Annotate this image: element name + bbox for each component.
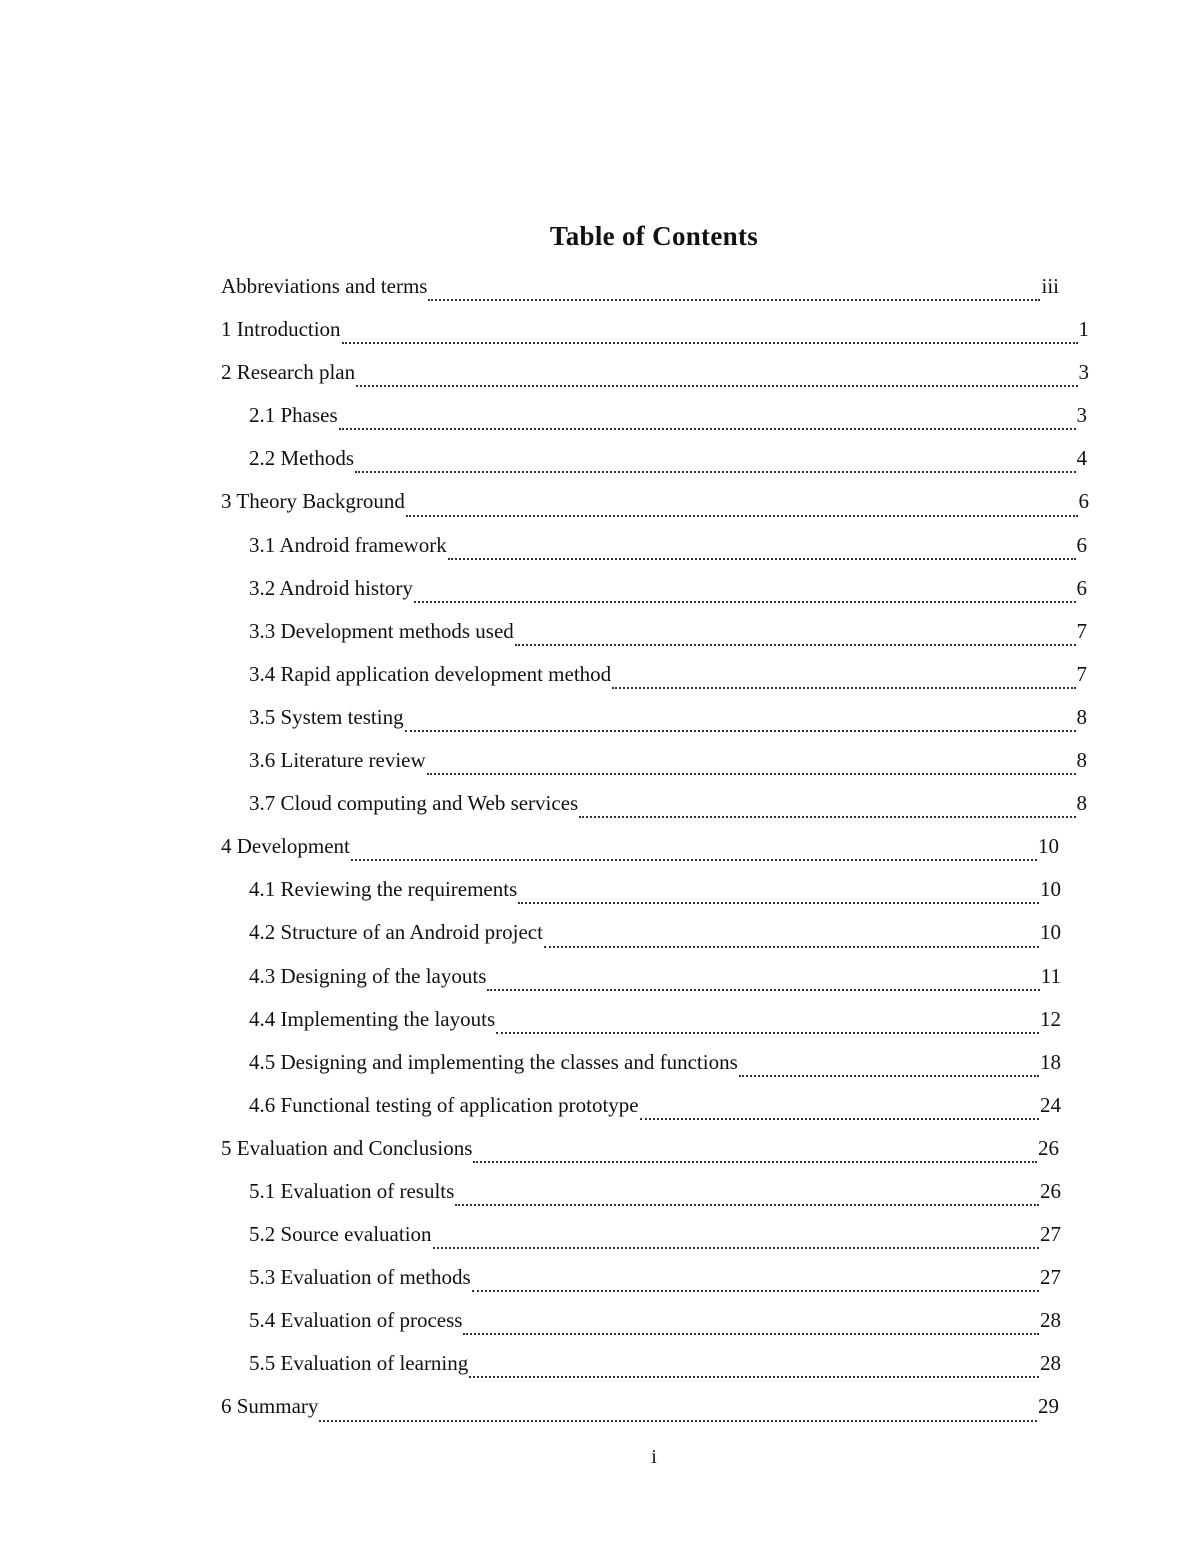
toc-entry-label: 5.4 Evaluation of process: [249, 1308, 463, 1333]
toc-entry-page: 10: [1040, 877, 1061, 902]
toc-entry[interactable]: [221, 828, 1059, 871]
toc-entry-label: 3.7 Cloud computing and Web services: [249, 791, 579, 816]
toc-entry-page: 28: [1040, 1351, 1061, 1376]
toc-entry-label: 4.2 Structure of an Android project: [249, 920, 543, 945]
toc-entry-page: 8: [1076, 748, 1087, 773]
toc-entry-page: 1: [1078, 317, 1089, 342]
dot-leader: [463, 1317, 1039, 1337]
dot-leader: [356, 369, 1077, 389]
toc-entry-label: 5.2 Source evaluation: [249, 1222, 432, 1247]
toc-entry-page: 6: [1076, 532, 1087, 557]
dot-leader: [496, 1016, 1039, 1036]
toc-entry-label: 5 Evaluation and Conclusions: [221, 1135, 473, 1160]
toc-entry[interactable]: [221, 914, 1061, 957]
dot-leader: [427, 757, 1076, 777]
toc-entry-page: 27: [1040, 1222, 1061, 1247]
toc-entry-label: 3.5 System testing: [249, 704, 404, 729]
toc-entry-page: 7: [1076, 618, 1087, 643]
toc-entry-label: 2.2 Methods: [249, 446, 354, 471]
toc-entry[interactable]: [221, 742, 1087, 785]
dot-leader: [414, 585, 1076, 605]
toc-entry[interactable]: [221, 613, 1087, 656]
toc-entry[interactable]: [221, 1044, 1061, 1087]
toc-entry[interactable]: [221, 1302, 1061, 1345]
toc-entry-page: 26: [1040, 1178, 1061, 1203]
toc-entry-page: iii: [1041, 274, 1059, 298]
dot-leader: [406, 499, 1078, 519]
toc-entry[interactable]: [221, 1388, 1059, 1431]
dot-leader: [355, 455, 1076, 475]
toc-entry[interactable]: [221, 1216, 1061, 1259]
toc-entry-page: 18: [1040, 1049, 1061, 1074]
dot-leader: [472, 1274, 1039, 1294]
toc-entry-label: 2.1 Phases: [249, 403, 338, 428]
toc-entry-page: 24: [1040, 1092, 1061, 1117]
toc-entry[interactable]: [221, 440, 1087, 483]
toc-entry-label: 4.5 Designing and implementing the classes and functions: [249, 1049, 738, 1074]
toc-entry-page: 6: [1076, 575, 1087, 600]
toc-entry-label: 3.2 Android history: [249, 575, 413, 600]
toc-entry-page: 11: [1040, 963, 1061, 988]
toc-entry[interactable]: [221, 1259, 1061, 1302]
toc-entry-label: 3.4 Rapid application development method: [249, 661, 612, 686]
toc-entry-page: 6: [1078, 489, 1089, 514]
toc-entry-label: 5.5 Evaluation of learning: [249, 1351, 469, 1376]
dot-leader: [433, 1231, 1039, 1251]
toc-entry-page: 29: [1038, 1394, 1059, 1419]
dot-leader: [405, 714, 1076, 734]
dot-leader: [339, 412, 1076, 432]
toc-entry[interactable]: [221, 268, 1059, 311]
toc-entry-page: 3: [1078, 360, 1089, 385]
toc-entry-label: 4.3 Designing of the layouts: [249, 963, 487, 988]
toc-entry[interactable]: [221, 311, 1089, 354]
dot-leader: [544, 930, 1039, 950]
toc-entry-page: 12: [1040, 1006, 1061, 1031]
toc-entry-label: 1 Introduction: [221, 317, 341, 342]
toc-entry-label: 4.6 Functional testing of application prototype: [249, 1092, 639, 1117]
toc-entry-page: 10: [1040, 920, 1061, 945]
toc-entry[interactable]: [221, 958, 1061, 1001]
toc-entry-label: 4 Development: [221, 834, 350, 859]
dot-leader: [515, 628, 1076, 648]
toc-entry[interactable]: [221, 570, 1087, 613]
dot-leader: [342, 326, 1078, 346]
toc-entry[interactable]: [221, 1087, 1061, 1130]
toc-entry-label: 2 Research plan: [221, 360, 356, 385]
toc-entry-label: 5.1 Evaluation of results: [249, 1178, 455, 1203]
toc-entry[interactable]: [221, 785, 1087, 828]
toc-entry-page: 26: [1038, 1135, 1059, 1160]
toc-entry[interactable]: [221, 527, 1087, 570]
page-number: i: [651, 1446, 657, 1468]
dot-leader: [448, 542, 1076, 562]
toc-entry-page: 7: [1076, 661, 1087, 686]
toc-entry-label: 4.4 Implementing the layouts: [249, 1006, 496, 1031]
dot-leader: [473, 1145, 1037, 1165]
toc-entry-label: 3 Theory Background: [221, 489, 405, 514]
toc-entry[interactable]: [221, 397, 1087, 440]
toc-entry-label: Abbreviations and terms: [221, 274, 428, 298]
dot-leader: [319, 1404, 1037, 1424]
toc-entry[interactable]: [221, 1001, 1061, 1044]
toc-entry[interactable]: [221, 354, 1089, 397]
table-of-contents: [221, 268, 1089, 1432]
dot-leader: [455, 1188, 1039, 1208]
toc-entry[interactable]: [221, 656, 1087, 699]
toc-entry-page: 10: [1038, 834, 1059, 859]
toc-entry[interactable]: [221, 1345, 1061, 1388]
dot-leader: [487, 973, 1039, 993]
toc-entry-page: 27: [1040, 1265, 1061, 1290]
dot-leader: [612, 671, 1075, 691]
dot-leader: [739, 1059, 1039, 1079]
toc-entry[interactable]: [221, 1130, 1059, 1173]
toc-entry-label: 3.6 Literature review: [249, 748, 426, 773]
toc-entry-page: 8: [1076, 791, 1087, 816]
toc-entry-label: 3.3 Development methods used: [249, 618, 514, 643]
dot-leader: [640, 1102, 1039, 1122]
toc-entry[interactable]: [221, 483, 1089, 526]
toc-entry-page: 3: [1076, 403, 1087, 428]
dot-leader: [469, 1360, 1039, 1380]
toc-entry-label: 4.1 Reviewing the requirements: [249, 877, 518, 902]
toc-entry-label: 3.1 Android framework: [249, 532, 447, 557]
toc-entry[interactable]: [221, 699, 1087, 742]
toc-entry-page: 4: [1076, 446, 1087, 471]
page-title: Table of Contents: [549, 221, 759, 251]
dot-leader: [579, 800, 1075, 820]
toc-entry-label: 6 Summary: [221, 1394, 319, 1419]
toc-entry-page: 28: [1040, 1308, 1061, 1333]
toc-entry[interactable]: [221, 871, 1061, 914]
dot-leader: [518, 886, 1039, 906]
toc-entry[interactable]: [221, 1173, 1061, 1216]
dot-leader: [351, 843, 1037, 863]
toc-entry-page: 8: [1076, 704, 1087, 729]
toc-entry-label: 5.3 Evaluation of methods: [249, 1265, 471, 1290]
dot-leader: [428, 283, 1040, 303]
